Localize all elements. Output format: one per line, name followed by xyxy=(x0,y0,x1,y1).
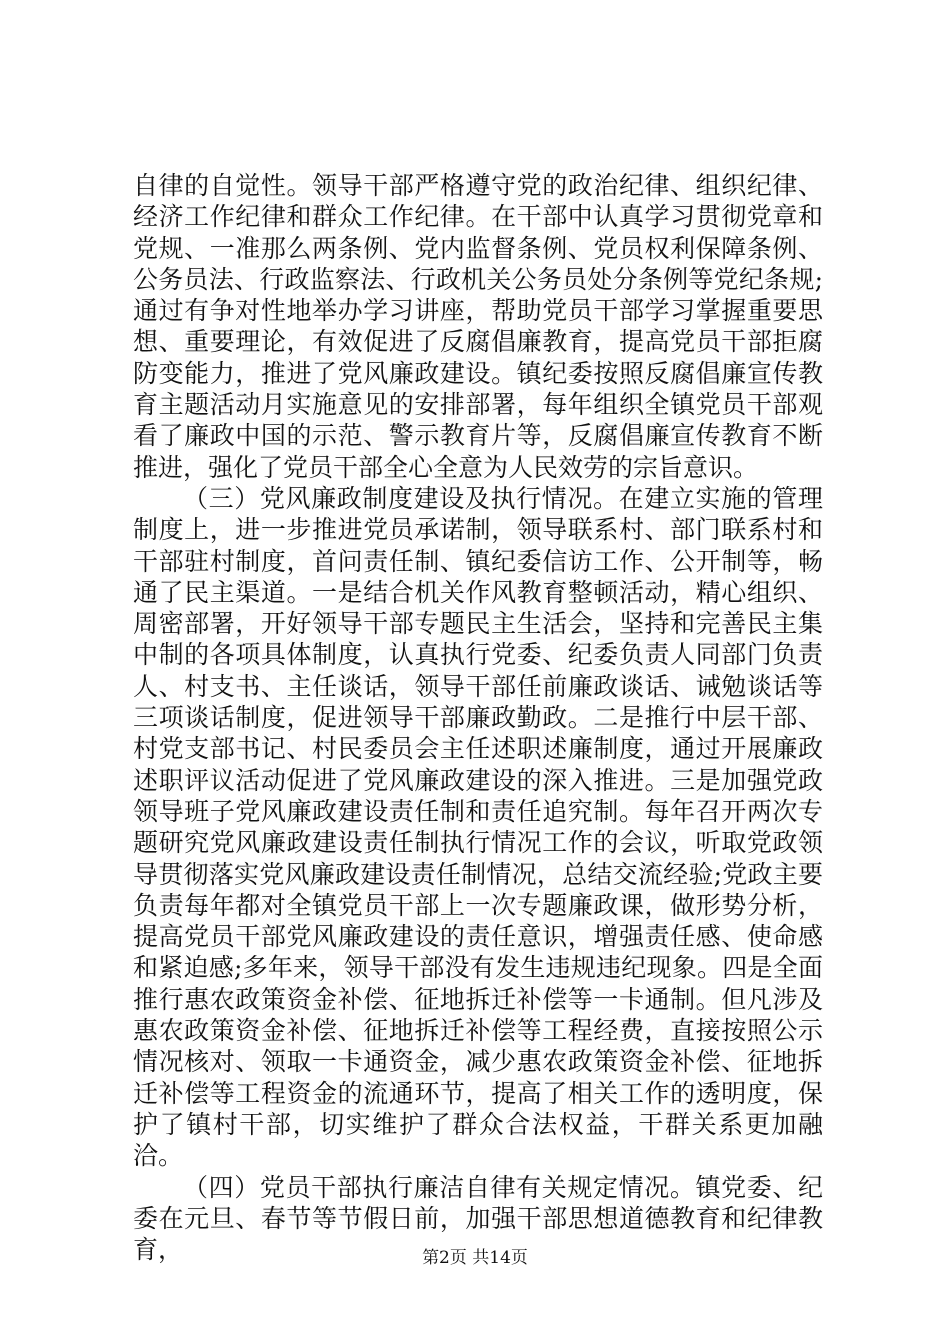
page-footer: 第2页 共14页 xyxy=(422,1248,528,1268)
paragraph-section-three: （三）党风廉政制度建设及执行情况。在建立实施的管理制度上，进一步推进党员承诺制，领导联系村、部门联系村和干部驻村制度，首问责任制、镇纪委信访工作、公开制等，畅通了民主渠道。一是结合机关作风教育整顿活动，精心组织、周密部署，开好领导干部专题民主生活会，坚持和完善民主集中制的各项具体制度，认真执行党委、纪委负责人同部门负责人、村支书、主任谈话，领导干部任前廉政谈话、诫勉谈话等三项谈话制度，促进领导干部廉政勤政。二是推行中层干部、村党支部书记、村民委员会主任述职述廉制度，通过开展廉政述职评议活动促进了党风廉政建设的深入推进。三是加强党政领导班子党风廉政建设责任制和责任追究制。每年召开两次专题研究党风廉政建设责任制执行情况工作的会议，听取党政领导贯彻落实党风廉政建设责任制情况，总结交流经验;党政主要负责每年都对全镇党员干部上一次专题廉政课，做形势分析，提高党员干部党风廉政建设的责任意识，增强责任感、使命感和紧迫感;多年来，领导干部没有发生违规违纪现象。四是全面推行惠农政策资金补偿、征地拆迁补偿等一卡通制。但凡涉及惠农政策资金补偿、征地拆迁补偿等工程经费，直接按照公示情况核对、领取一卡通资金，减少惠农政策资金补偿、征地拆迁补偿等工程资金的流通环节，提高了相关工作的透明度，保护了镇村干部，切实维护了群众合法权益，干群关系更加融洽。 xyxy=(133,483,823,1171)
paragraph-section-four: （四）党员干部执行廉洁自律有关规定情况。镇党委、纪委在元旦、春节等节假日前，加强干部思想道德教育和纪律教育， xyxy=(133,1172,823,1265)
paragraph-continuation: 自律的自觉性。领导干部严格遵守党的政治纪律、组织纪律、经济工作纪律和群众工作纪律。在干部中认真学习贯彻党章和党规、一准那么两条例、党内监督条例、党员权利保障条例、公务员法、行政监察法、行政机关公务员处分条例等党纪条规;通过有争对性地举办学习讲座，帮助党员干部学习掌握重要思想、重要理论，有效促进了反腐倡廉教育，提高党员干部拒腐防变能力，推进了党风廉政建设。镇纪委按照反腐倡廉宣传教育主题活动月实施意见的安排部署，每年组织全镇党员干部观看了廉政中国的示范、警示教育片等，反腐倡廉宣传教育不断推进，强化了党员干部全心全意为人民效劳的宗旨意识。 xyxy=(133,171,823,482)
document-body xyxy=(133,170,823,1265)
